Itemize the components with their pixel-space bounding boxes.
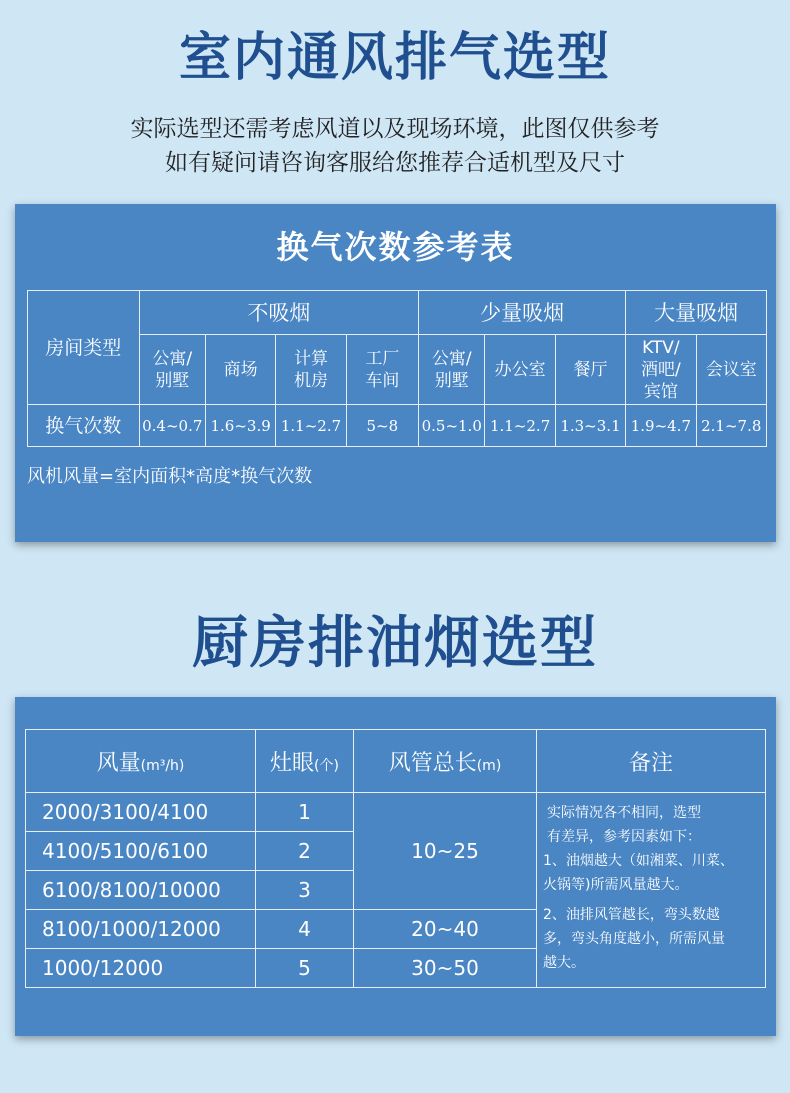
subtitle-line-1: 实际选型还需考虑风道以及现场环境，此图仅供参考: [130, 116, 660, 142]
notes-cell: 实际情况各不相同，选型 有差异，参考因素如下： 1、油烟越大（如湘菜、川菜、 火锅等)所需风量越大。 2、油排风管越长，弯头数越 多，弯头角度越小，所需风量 越大。: [537, 793, 766, 988]
duct-header: 风管总长(m): [354, 730, 537, 793]
kitchen-panel: [15, 697, 776, 1036]
value-cell: 0.5~1.0: [419, 405, 485, 447]
airflow-cell: 1000/12000: [26, 949, 256, 988]
air-change-table-title: 换气次数参考表: [276, 228, 515, 266]
value-cell: 1.1~2.7: [276, 405, 346, 447]
room-cell: 商场: [205, 335, 275, 405]
room-cell: 计算 机房: [276, 335, 346, 405]
burners-cell: 3: [256, 871, 354, 910]
table-row: [26, 793, 766, 832]
burners-cell: 1: [256, 793, 354, 832]
room-cell: 会议室: [696, 335, 766, 405]
burners-cell: 2: [256, 832, 354, 871]
value-cell: 1.6~3.9: [205, 405, 275, 447]
room-cell: 公寓/ 别墅: [139, 335, 205, 405]
value-cell: 1.3~3.1: [555, 405, 625, 447]
notes-header: 备注: [537, 730, 766, 793]
value-cell: 1.1~2.7: [485, 405, 555, 447]
burners-cell: 5: [256, 949, 354, 988]
group-light-smoking: 少量吸烟: [419, 291, 626, 335]
airflow-cell: 6100/8100/10000: [26, 871, 256, 910]
room-cell: 餐厅: [555, 335, 625, 405]
group-non-smoking: 不吸烟: [139, 291, 418, 335]
duct-cell: 30~50: [354, 949, 537, 988]
value-cell: 5~8: [346, 405, 418, 447]
burners-cell: 4: [256, 910, 354, 949]
value-cell: 1.9~4.7: [626, 405, 696, 447]
room-cell: 公寓/ 别墅: [419, 335, 485, 405]
value-cell: 2.1~7.8: [696, 405, 766, 447]
airflow-cell: 8100/1000/12000: [26, 910, 256, 949]
air-change-table: [27, 290, 767, 447]
room-cell: 工厂 车间: [346, 335, 418, 405]
airflow-cell: 2000/3100/4100: [26, 793, 256, 832]
room-type-header: 房间类型: [28, 291, 140, 405]
airflow-cell: 4100/5100/6100: [26, 832, 256, 871]
air-change-row-label: 换气次数: [28, 405, 140, 447]
kitchen-table: [25, 729, 766, 988]
ventilation-title: 室内通风排气选型: [178, 28, 611, 88]
room-cell: KTV/ 酒吧/ 宾馆: [626, 335, 696, 405]
airflow-formula: 风机风量=室内面积*高度*换气次数: [27, 466, 313, 487]
kitchen-title: 厨房排油烟选型: [192, 611, 598, 676]
air-change-panel: [15, 204, 776, 542]
value-cell: 0.4~0.7: [139, 405, 205, 447]
subtitle-line-2: 如有疑问请咨询客服给您推荐合适机型及尺寸: [165, 150, 625, 176]
airflow-header: 风量(m³/h): [26, 730, 256, 793]
burners-header: 灶眼(个): [256, 730, 354, 793]
duct-cell: 20~40: [354, 910, 537, 949]
room-cell: 办公室: [485, 335, 555, 405]
duct-cell: 10~25: [354, 793, 537, 910]
group-heavy-smoking: 大量吸烟: [626, 291, 767, 335]
